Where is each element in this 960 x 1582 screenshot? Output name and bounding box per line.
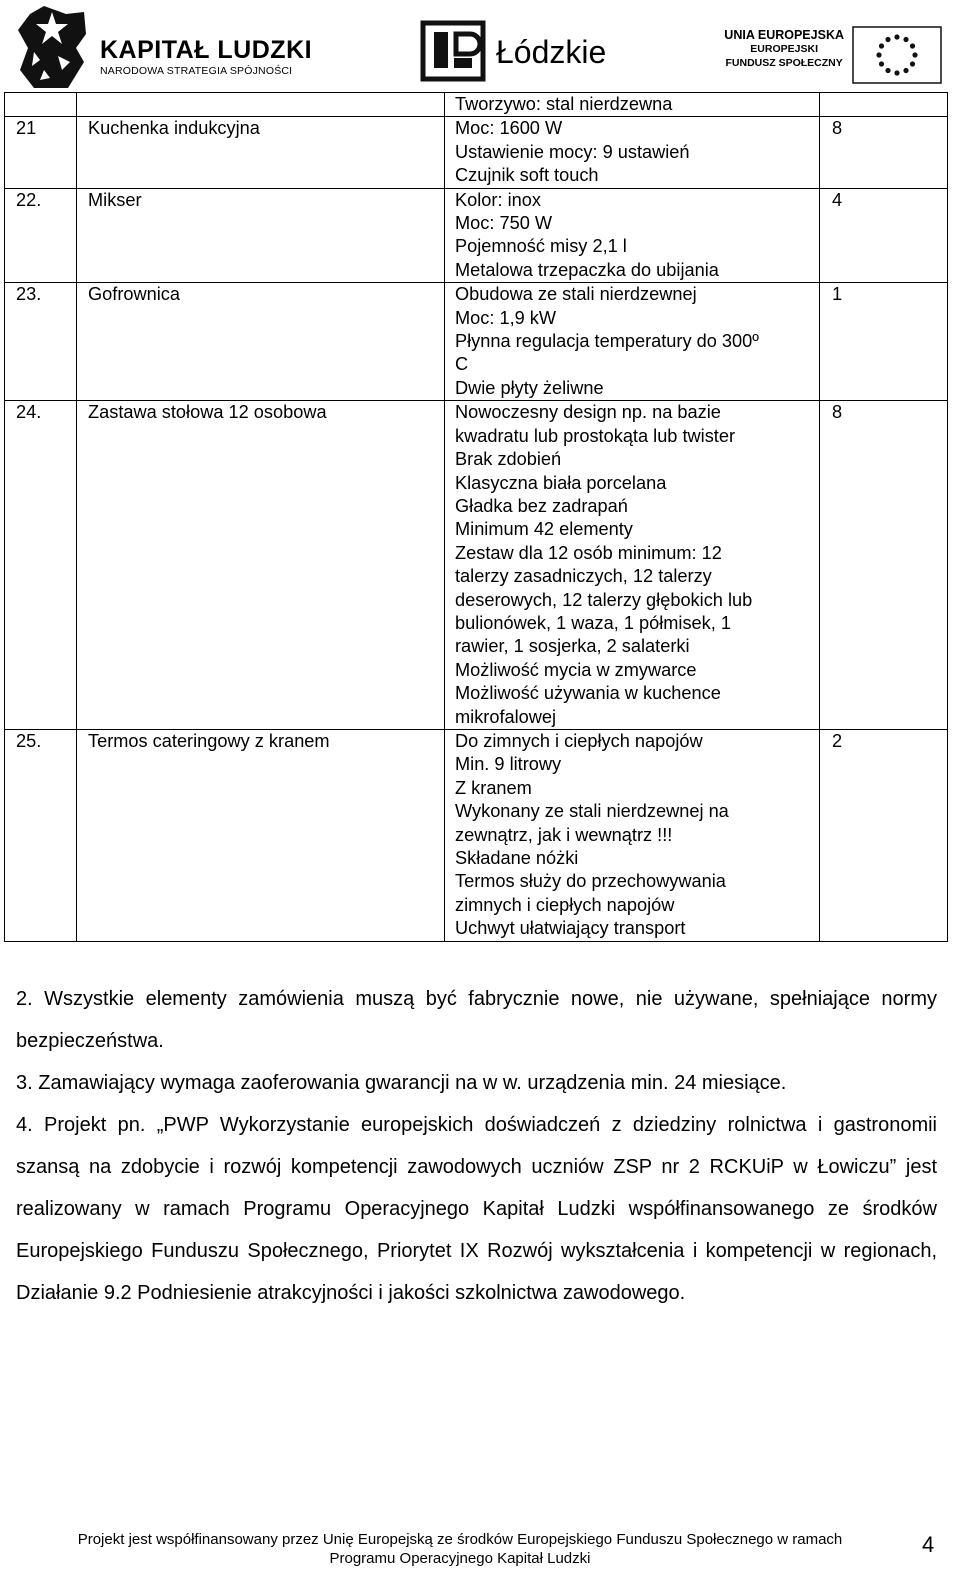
eu-line2: EUROPEJSKI	[750, 43, 818, 55]
table-row	[5, 729, 948, 941]
spec-line: Wykonany ze stali nierdzewnej na	[455, 801, 729, 822]
cell-name: Gofrownica	[77, 283, 445, 401]
cell-quantity: 1	[820, 283, 948, 401]
spec-line: Kolor: inox	[455, 189, 541, 210]
cell-spec	[445, 729, 820, 941]
footer-line1: Projekt jest współfinansowany przez Unię Europejską ze środków Europejskiego Funduszu Społecznego w ramach	[77, 1531, 843, 1548]
table-body	[5, 93, 948, 942]
cell-quantity: 8	[820, 117, 948, 188]
cell-number	[5, 93, 77, 117]
kapital-ludzki-emblem-icon	[14, 4, 92, 90]
cell-quantity: 8	[820, 401, 948, 730]
spec-line: rawier, 1 sosjerka, 2 salaterki	[455, 636, 690, 657]
cell-name: Kuchenka indukcyjna	[77, 117, 445, 188]
kapital-ludzki-subtitle: NARODOWA STRATEGIA SPÓJNOŚCI	[100, 65, 293, 77]
cell-quantity: 4	[820, 188, 948, 283]
spec-line: Pojemność misy 2,1 l	[455, 236, 627, 257]
paragraph-3: 3. Zamawiający wymaga zaoferowania gwarancji na w w. urządzenia min. 24 miesiące.	[16, 1072, 787, 1094]
spec-line: Zestaw dla 12 osób minimum: 12	[455, 542, 722, 563]
cell-number: 23.	[5, 283, 77, 401]
cell-name: Mikser	[77, 188, 445, 283]
table-row	[5, 188, 948, 283]
spec-line: Gładka bez zadrapań	[455, 495, 628, 516]
table-row	[5, 401, 948, 730]
spec-line: Klasyczna biała porcelana	[455, 472, 667, 493]
page-footer	[20, 1530, 900, 1568]
kapital-ludzki-title: KAPITAŁ LUDZKI	[100, 36, 313, 64]
cell-number: 21	[5, 117, 77, 188]
paragraph-4: 4. Projekt pn. „PWP Wykorzystanie europejskich doświadczeń z dziedziny rolnictwa i gastronomii szansą na zdobycie i rozwój kompetencji zawodowych uczniów ZSP nr 2 RCKUiP w Łowiczu” jest realizowany w ramach Programu Operacyjnego Kapitał Ludzki współfinansowanego ze środków Europejskiego Funduszu Społecznego, Priorytet IX Rozwój wykształcenia i kompetencji w regionach, Działanie 9.2 Podniesienie atrakcyjności i jakości szkolnictwa zawodowego.	[16, 1114, 937, 1304]
spec-line: Minimum 42 elementy	[455, 519, 633, 540]
cell-spec	[445, 117, 820, 188]
page-header	[0, 0, 960, 92]
spec-line: Do zimnych i ciepłych napojów	[455, 730, 703, 751]
eu-line1: UNIA EUROPEJSKA	[724, 28, 844, 42]
spec-line: Termos służy do przechowywania	[455, 871, 726, 892]
eu-text	[724, 28, 844, 70]
cell-number: 25.	[5, 729, 77, 941]
cell-number: 22.	[5, 188, 77, 283]
spec-line: zimnych i ciepłych napojów	[455, 894, 675, 915]
body-text	[16, 978, 937, 1314]
lodzkie-logo	[420, 20, 620, 86]
table-row	[5, 117, 948, 188]
cell-spec	[445, 188, 820, 283]
spec-line: Min. 9 litrowy	[455, 754, 562, 775]
spec-line: Składane nóżki	[455, 848, 579, 868]
spec-line: kwadratu lub prostokąta lub twister	[455, 425, 736, 446]
spec-line: Moc: 1600 W	[455, 118, 563, 139]
spec-line: C	[455, 354, 469, 375]
kapital-ludzki-logo	[14, 4, 314, 90]
spec-line: Możliwość używania w kuchence	[455, 683, 721, 704]
spec-line: bulionówek, 1 waza, 1 półmisek, 1	[455, 612, 731, 633]
eu-flag-icon	[852, 26, 942, 84]
spec-line: Brak zdobień	[455, 449, 562, 470]
spec-line: Możliwość mycia w zmywarce	[455, 659, 697, 680]
spec-line: deserowych, 12 talerzy głębokich lub	[455, 589, 753, 610]
spec-line: Uchwyt ułatwiający transport	[455, 918, 686, 939]
eu-line3: FUNDUSZ SPOŁECZNY	[725, 57, 843, 69]
page-number: 4	[922, 1532, 935, 1557]
spec-line: talerzy zasadniczych, 12 talerzy	[455, 566, 712, 587]
spec-line: Płynna regulacja temperatury do 300º	[455, 331, 759, 352]
equipment-table	[4, 92, 948, 942]
paragraph-2: 2. Wszystkie elementy zamówienia muszą być fabrycznie nowe, nie używane, spełniające normy bezpieczeństwa.	[16, 988, 937, 1052]
cell-spec	[445, 283, 820, 401]
cell-name	[77, 93, 445, 117]
spec-line: Z kranem	[455, 777, 532, 798]
spec-line: Moc: 1,9 kW	[455, 307, 557, 328]
table-row	[5, 283, 948, 401]
spec-line: Obudowa ze stali nierdzewnej	[455, 284, 697, 305]
spec-line: Tworzywo: stal nierdzewna	[455, 94, 673, 114]
lodzkie-emblem-icon	[420, 20, 486, 82]
spec-line: Metalowa trzepaczka do ubijania	[455, 259, 719, 280]
spec-line: mikrofalowej	[455, 706, 557, 727]
spec-line: Moc: 750 W	[455, 213, 553, 234]
footer-line2: Programu Operacyjnego Kapitał Ludzki	[329, 1550, 591, 1567]
spec-line: Nowoczesny design np. na bazie	[455, 402, 721, 423]
spec-line: Dwie płyty żeliwne	[455, 377, 604, 398]
cell-spec	[445, 93, 820, 117]
cell-name: Zastawa stołowa 12 osobowa	[77, 401, 445, 730]
cell-name: Termos cateringowy z kranem	[77, 729, 445, 941]
spec-line: Czujnik soft touch	[455, 165, 599, 186]
eu-logo	[708, 26, 952, 86]
cell-quantity: 2	[820, 729, 948, 941]
cell-quantity	[820, 93, 948, 117]
spec-line: Ustawienie mocy: 9 ustawień	[455, 141, 690, 162]
spec-line: zewnątrz, jak i wewnątrz !!!	[455, 824, 673, 845]
lodzkie-name: Łódzkie	[496, 34, 607, 70]
cell-spec	[445, 401, 820, 730]
table-row-continued	[5, 93, 948, 117]
cell-number: 24.	[5, 401, 77, 730]
